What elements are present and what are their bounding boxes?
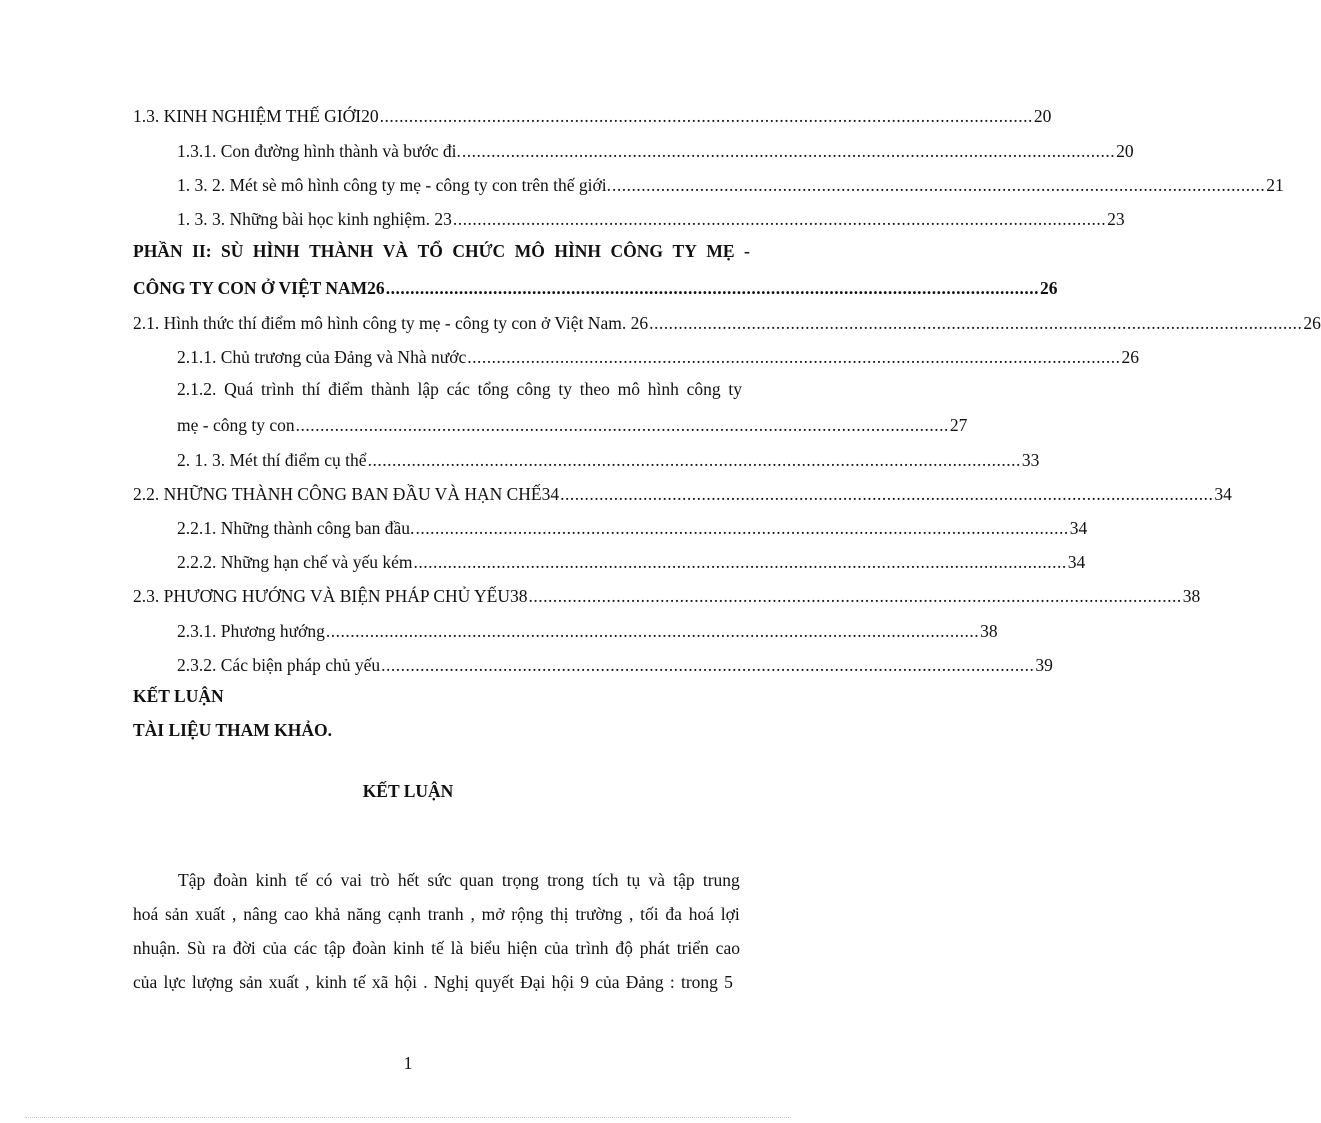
toc-entry-page: 20: [1033, 106, 1052, 126]
toc-leader-dots: ......................................................................................................................................: [385, 278, 1039, 298]
toc-entry: [177, 172, 1284, 196]
toc-entry-page: 34: [1067, 552, 1086, 572]
toc-entry-page: 26: [1303, 313, 1321, 333]
toc-entry: [177, 412, 968, 436]
toc-entry-text: 2.2.1. Những thành công ban đầu.: [177, 518, 415, 538]
toc-entry-page: 27: [949, 415, 968, 435]
toc-entry: [177, 652, 1053, 676]
toc-part-heading: PHẦN II: SÙ HÌNH THÀNH VÀ TỔ CHỨC MÔ HÌNH CÔNG TY MẸ -: [133, 241, 750, 261]
toc-entry-text: 1. 3. 2. Mét sè mô hình công ty mẹ - công ty con trên thế giới.: [177, 175, 612, 195]
toc-entry-page: 33: [1021, 450, 1040, 470]
toc-leader-dots: ......................................................................................................................................: [649, 313, 1303, 333]
toc-entry: [133, 275, 1058, 299]
toc-leader-dots: ......................................................................................................................................: [367, 450, 1021, 470]
paragraph-line: nhuận. Sù ra đời của các tập đoàn kinh tế là biểu hiện của trình độ phát triển cao: [133, 938, 740, 958]
toc-leader-dots: ......................................................................................................................................: [612, 175, 1266, 195]
toc-entry-page: 26: [1039, 278, 1058, 298]
toc-leader-dots: ......................................................................................................................................: [461, 141, 1116, 161]
toc-leader-dots: ......................................................................................................................................: [413, 552, 1067, 572]
page-number: 1: [403, 1053, 413, 1073]
toc-entry-text: 1.3.1. Con đường hình thành và bước đi.: [177, 141, 461, 161]
paragraph-line: Tập đoàn kinh tế có vai trò hết sức quan trọng trong tích tụ và tập trung: [178, 870, 740, 890]
toc-entry-text: 1. 3. 3. Những bài học kinh nghiệm. 23: [177, 209, 452, 229]
toc-entry-text: CÔNG TY CON Ở VIỆT NAM26: [133, 278, 385, 298]
toc-entry-wrapped-text: 2.1.2. Quá trình thí điểm thành lập các tổng công ty theo mô hình công ty: [177, 379, 742, 399]
toc-entry-text: 2. 1. 3. Mét thí điểm cụ thể: [177, 450, 367, 470]
toc-leader-dots: ......................................................................................................................................: [379, 106, 1033, 126]
toc-entry-page: 34: [1214, 484, 1232, 504]
toc-entry-text: 2.1.1. Chủ trương của Đảng và Nhà nước: [177, 347, 467, 367]
toc-entry-page: 26: [1121, 347, 1139, 367]
toc-entry-text: mẹ - công ty con: [177, 415, 295, 435]
page-bottom-divider: [25, 1117, 791, 1118]
toc-entry-text: 2.1. Hình thức thí điểm mô hình công ty mẹ - công ty con ở Việt Nam. 26: [133, 313, 649, 333]
toc-entry-text: 2.3.1. Phương hướng: [177, 621, 325, 641]
section-title: KẾT LUẬN: [362, 781, 454, 801]
toc-leader-dots: ......................................................................................................................................: [325, 621, 980, 641]
toc-entry-page: 23: [1107, 209, 1125, 229]
toc-leader-dots: ......................................................................................................................................: [381, 655, 1035, 675]
toc-entry-page: 38: [980, 621, 998, 641]
toc-entry: [133, 103, 1052, 127]
toc-entry-page: 34: [1069, 518, 1088, 538]
paragraph-line: của lực lượng sản xuất , kinh tế xã hội . Nghị quyết Đại hội 9 của Đảng : trong 5: [133, 972, 733, 992]
toc-entry: [133, 583, 1201, 607]
toc-entry-page: 38: [1182, 586, 1201, 606]
toc-leader-dots: ......................................................................................................................................: [415, 518, 1069, 538]
toc-entry: [133, 310, 1321, 334]
toc-entry: [177, 549, 1086, 573]
toc-entry: [177, 618, 998, 642]
toc-entry-page: 39: [1035, 655, 1053, 675]
toc-entry: [177, 206, 1125, 230]
toc-entry-text: 2.2. NHỮNG THÀNH CÔNG BAN ĐẦU VÀ HẠN CHẾ34: [133, 484, 560, 504]
toc-references: TÀI LIỆU THAM KHẢO.: [133, 720, 333, 740]
toc-entry-text: 1.3. KINH NGHIỆM THẾ GIỚI20: [133, 106, 379, 126]
toc-entry-text: 2.3. PHƯƠNG HƯỚNG VÀ BIỆN PHÁP CHỦ YẾU38: [133, 586, 528, 606]
toc-leader-dots: ......................................................................................................................................: [452, 209, 1107, 229]
toc-entry: [177, 138, 1134, 162]
toc-entry: [177, 344, 1139, 368]
toc-entry: [133, 481, 1232, 505]
toc-leader-dots: ......................................................................................................................................: [560, 484, 1214, 504]
toc-entry: [177, 515, 1088, 539]
paragraph-line: hoá sản xuất , nâng cao khả năng cạnh tranh , mở rộng thị trường , tối đa hoá lợi: [133, 904, 740, 924]
toc-entry-page: 20: [1116, 141, 1134, 161]
toc-entry: [177, 447, 1040, 471]
toc-conclusion: KẾT LUẬN: [133, 686, 224, 706]
toc-leader-dots: ......................................................................................................................................: [295, 415, 949, 435]
toc-leader-dots: ......................................................................................................................................: [467, 347, 1121, 367]
toc-entry-text: 2.2.2. Những hạn chế và yếu kém: [177, 552, 413, 572]
toc-leader-dots: ......................................................................................................................................: [528, 586, 1182, 606]
toc-entry-text: 2.3.2. Các biện pháp chủ yếu: [177, 655, 381, 675]
toc-entry-page: 21: [1266, 175, 1284, 195]
